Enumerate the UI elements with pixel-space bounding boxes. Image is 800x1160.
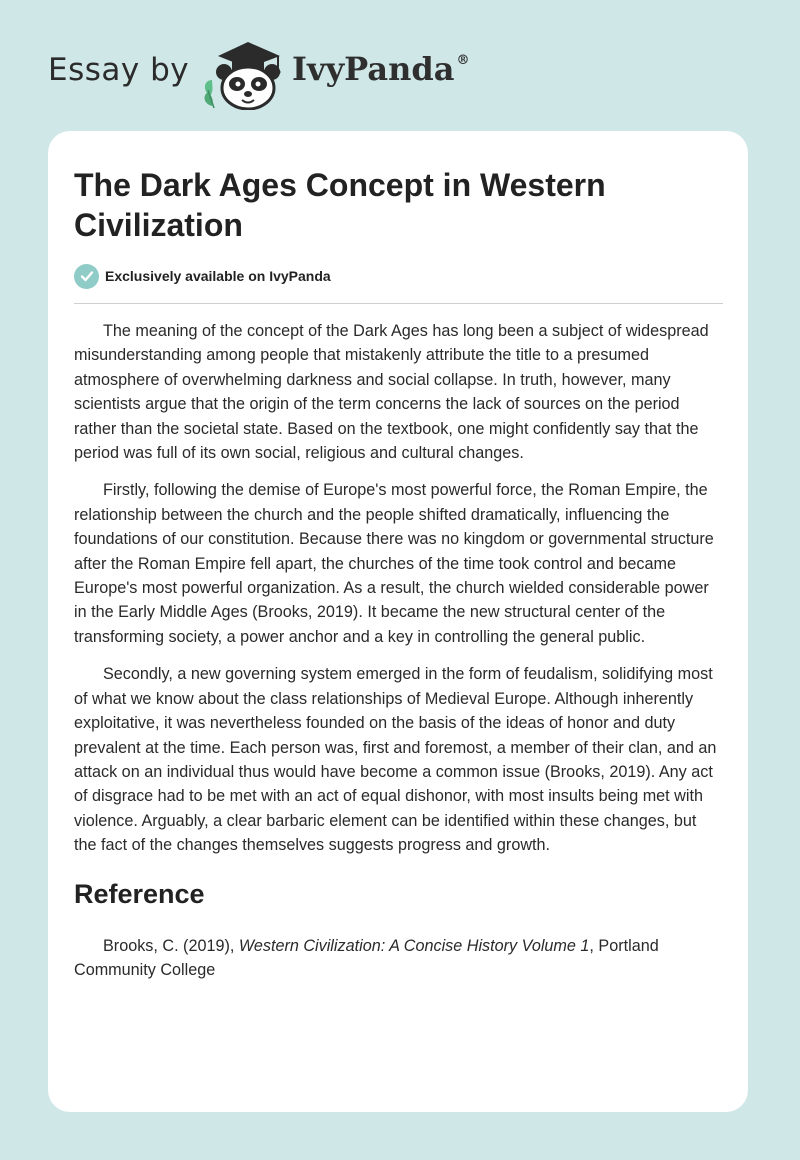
essay-paragraph: Firstly, following the demise of Europe's most powerful force, the Roman Empire, the relationship between the church and the people shifted dramatically, influencing the foundations of our constitution. Because there was no kingdom or governmental structure after the Roman Empire fell apart, the churches of the time took control and became Europe's most powerful organization. As a result, the church wielded considerable power in the Early Middle Ages (Brooks, 2019). It became the new structural center of the transforming society, a power anchor and a key in controlling the general public. (74, 481, 714, 646)
reference-author: Brooks, C. (2019), (103, 936, 239, 955)
essay-title: The Dark Ages Concept in Western Civilization (74, 167, 606, 243)
exclusive-badge (74, 263, 331, 289)
brand-name-text: IvyPanda (292, 50, 455, 88)
essay-card (48, 131, 748, 1112)
essay-paragraph: The meaning of the concept of the Dark Ages has long been a subject of widespread misunderstanding among people that mistakenly attribute the title to a presumed atmosphere of overwhelming darkness and social collapse. In truth, however, many scientists argue that the origin of the term concerns the lack of sources on the period rather than the societal state. Based on the textbook, one might confidently say that the period was full of its own social, religious and cultural changes. (74, 322, 709, 463)
site-header (48, 36, 508, 108)
reference-entry (74, 934, 723, 983)
ivypanda-logo-icon[interactable] (198, 36, 288, 110)
exclusive-badge-label: Exclusively available on IvyPanda (105, 268, 331, 284)
reference-publisher: , Portland Community College (74, 936, 659, 979)
reference-heading: Reference (74, 878, 205, 909)
checkmark-icon (74, 264, 99, 289)
brand-name[interactable] (292, 50, 469, 88)
reference-work-title: Western Civilization: A Concise History Volume 1 (238, 936, 590, 955)
essay-by-label: Essay by (48, 52, 190, 88)
registered-mark: ® (456, 53, 470, 68)
divider (74, 303, 723, 304)
essay-body (74, 319, 723, 995)
essay-paragraph: Secondly, a new governing system emerged in the form of feudalism, solidifying most of what we know about the class relationships of Medieval Europe. Although inherently exploitative, it was nevertheless founded on the basis of the ideas of honor and duty prevalent at the time. Each person was, first and foremost, a member of their clan, and an attack on an individual thus would have become a common issue (Brooks, 2019). Any act of disgrace had to be met with an act of equal dishonor, with most insults being met with violence. Arguably, a clear barbaric element can be identified within these changes, but the fact of the changes themselves suggests progress and growth. (74, 665, 717, 855)
